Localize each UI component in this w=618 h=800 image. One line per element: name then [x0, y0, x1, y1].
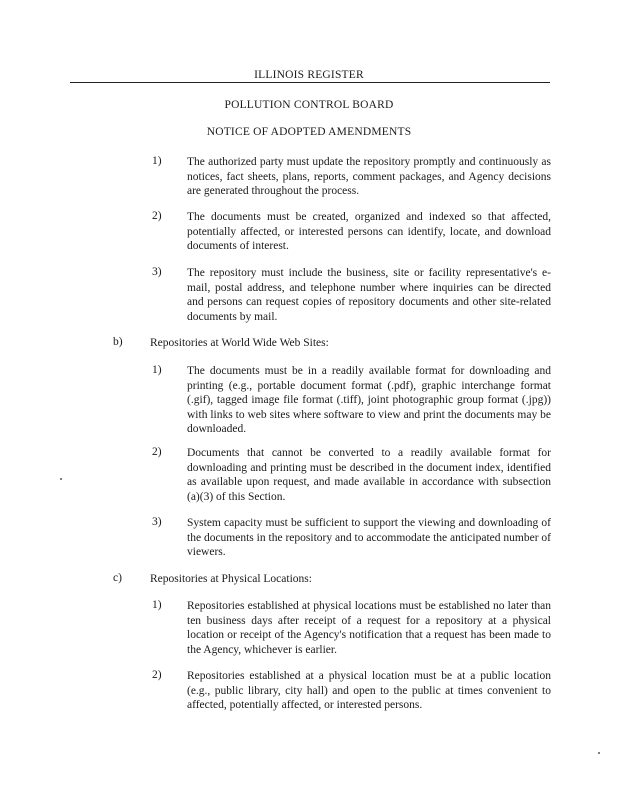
item-text: The repository must include the business, site or facility representative's e-mail, postal address, and telephone number where inquiries can be directed and persons can request copies of repository documents and other site-related documents by mail.	[187, 267, 551, 323]
section-label: b)	[113, 336, 123, 348]
scan-speck	[598, 752, 600, 754]
board-title: POLLUTION CONTROL BOARD	[224, 99, 394, 111]
section-label: c)	[113, 572, 122, 584]
scan-speck	[60, 478, 62, 480]
item-label: 2)	[152, 446, 162, 458]
item-label: 3)	[152, 266, 162, 278]
item-label: 1)	[152, 155, 162, 167]
item-text: System capacity must be sufficient to support the viewing and downloading of the documents in the repository and to accommodate the anticipated number of viewers.	[187, 517, 551, 558]
item-label: 1)	[152, 364, 162, 376]
header-rule	[70, 82, 550, 83]
register-title: ILLINOIS REGISTER	[254, 69, 364, 81]
item-text: Documents that cannot be converted to a readily available format for downloading and printing must be described in the document index, identified as available upon request, and made available in accordance with subsection (a)(3) of this Section.	[187, 447, 551, 503]
item-text: Repositories established at physical locations must be established no later than ten business days after receipt of a request for a repository at a physical location or receipt of the Agency's notification that a request has been made to the Agency, whichever is earlier.	[187, 600, 551, 656]
item-text: The authorized party must update the repository promptly and continuously as notices, fact sheets, plans, reports, comment packages, and Agency decisions are generated throughout the process.	[187, 156, 551, 197]
item-label: 3)	[152, 516, 162, 528]
section-heading: Repositories at World Wide Web Sites:	[150, 337, 329, 349]
item-text: Repositories established at a physical location must be at a public location (e.g., public library, city hall) and open to the public at times convenient to affected, potentially affected, or interested persons.	[187, 670, 551, 711]
item-text: The documents must be created, organized and indexed so that affected, potentially affected, or interested persons can identify, locate, and download documents of interest.	[187, 211, 551, 252]
item-label: 1)	[152, 599, 162, 611]
notice-title: NOTICE OF ADOPTED AMENDMENTS	[206, 126, 412, 138]
item-label: 2)	[152, 669, 162, 681]
section-heading: Repositories at Physical Locations:	[150, 573, 312, 585]
item-label: 2)	[152, 210, 162, 222]
item-text: The documents must be in a readily available format for downloading and printing (e.g., portable document format (.pdf), graphic interchange format (.gif), tagged image file format (.tiff), joint photographic group format (.jpg)) with links to web sites where software to view and print the documents may be downloaded.	[187, 365, 551, 435]
